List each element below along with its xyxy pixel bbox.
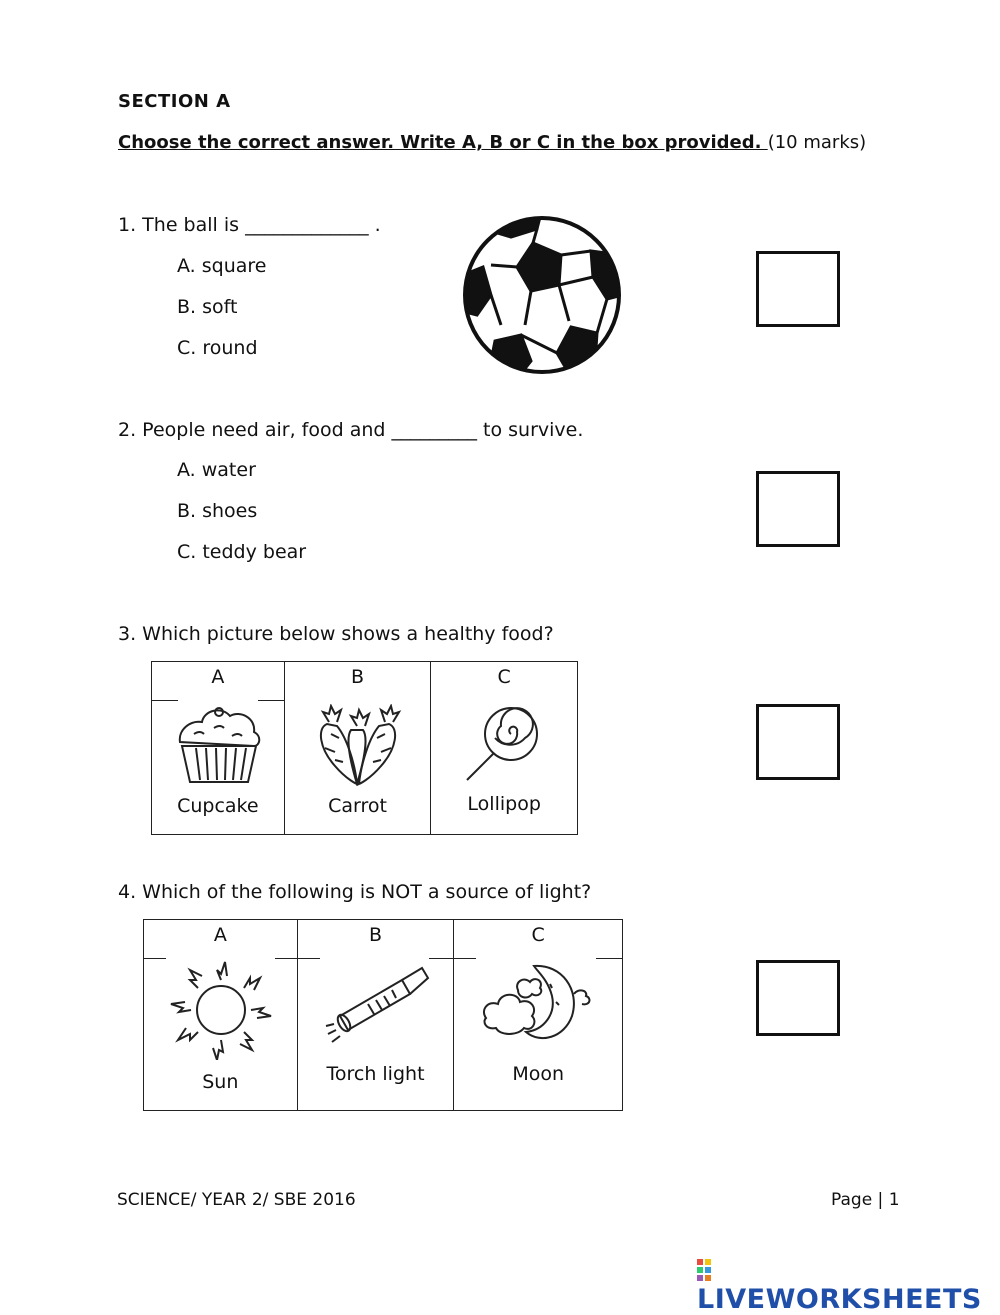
- q3-cell-c: [431, 700, 578, 835]
- q4-cell-a: [144, 958, 298, 1111]
- answer-box-2[interactable]: [756, 471, 840, 547]
- q3-caption-c: Lollipop: [467, 793, 541, 815]
- instruction: [118, 132, 866, 153]
- footer-page-number: Page | 1: [831, 1190, 900, 1210]
- q4-picture-table: [143, 919, 623, 1111]
- question-2-text: 2. People need air, food and _________ to survive.: [118, 419, 584, 441]
- answer-box-1[interactable]: [756, 251, 840, 327]
- brand-logo-icon: [697, 1259, 719, 1281]
- brand-name: LIVEWORKSHEETS: [697, 1284, 982, 1315]
- footer-subject: SCIENCE/ YEAR 2/ SBE 2016: [117, 1190, 356, 1210]
- q3-col-a-letter: A: [152, 662, 285, 701]
- q2-option-a: A. water: [177, 459, 256, 481]
- answer-box-3[interactable]: [756, 704, 840, 780]
- brand-watermark: [697, 1253, 1000, 1315]
- q4-col-b-letter: B: [297, 920, 454, 959]
- q4-col-c-letter: C: [454, 920, 623, 959]
- moon-image: [478, 960, 598, 1046]
- q3-caption-b: Carrot: [328, 795, 387, 817]
- lollipop-image: [459, 704, 549, 784]
- q3-cell-a: [152, 700, 285, 835]
- q1-option-c: C. round: [177, 337, 258, 359]
- q3-col-c-letter: C: [431, 662, 578, 701]
- q4-caption-b: Torch light: [326, 1063, 425, 1085]
- sun-image: [166, 960, 276, 1060]
- q2-option-c: C. teddy bear: [177, 541, 307, 563]
- q4-caption-c: Moon: [512, 1063, 565, 1085]
- carrot-image: [307, 704, 409, 786]
- question-3-text: 3. Which picture below shows a healthy food?: [118, 623, 554, 645]
- q2-option-b: B. shoes: [177, 500, 258, 522]
- cupcake-image: [174, 706, 264, 784]
- q4-cell-c: [454, 958, 623, 1111]
- instruction-text: Choose the correct answer. Write A, B or C in the box provided.: [118, 132, 768, 153]
- q4-cell-b: [297, 958, 454, 1111]
- q1-option-a: A. square: [177, 255, 267, 277]
- q4-caption-a: Sun: [202, 1071, 239, 1093]
- q4-col-a-letter: A: [144, 920, 298, 959]
- q3-caption-a: Cupcake: [177, 795, 259, 817]
- section-title: SECTION A: [118, 91, 231, 112]
- soccer-ball-image: [461, 215, 623, 375]
- torch-light-image: [322, 960, 434, 1050]
- answer-box-4[interactable]: [756, 960, 840, 1036]
- question-4-text: 4. Which of the following is NOT a source of light?: [118, 881, 592, 903]
- question-1-text: 1. The ball is _____________ .: [118, 214, 381, 236]
- q3-cell-b: [284, 700, 431, 835]
- instruction-marks: (10 marks): [767, 132, 867, 153]
- q1-option-b: B. soft: [177, 296, 238, 318]
- q3-picture-table: [151, 661, 578, 835]
- q3-col-b-letter: B: [284, 662, 431, 701]
